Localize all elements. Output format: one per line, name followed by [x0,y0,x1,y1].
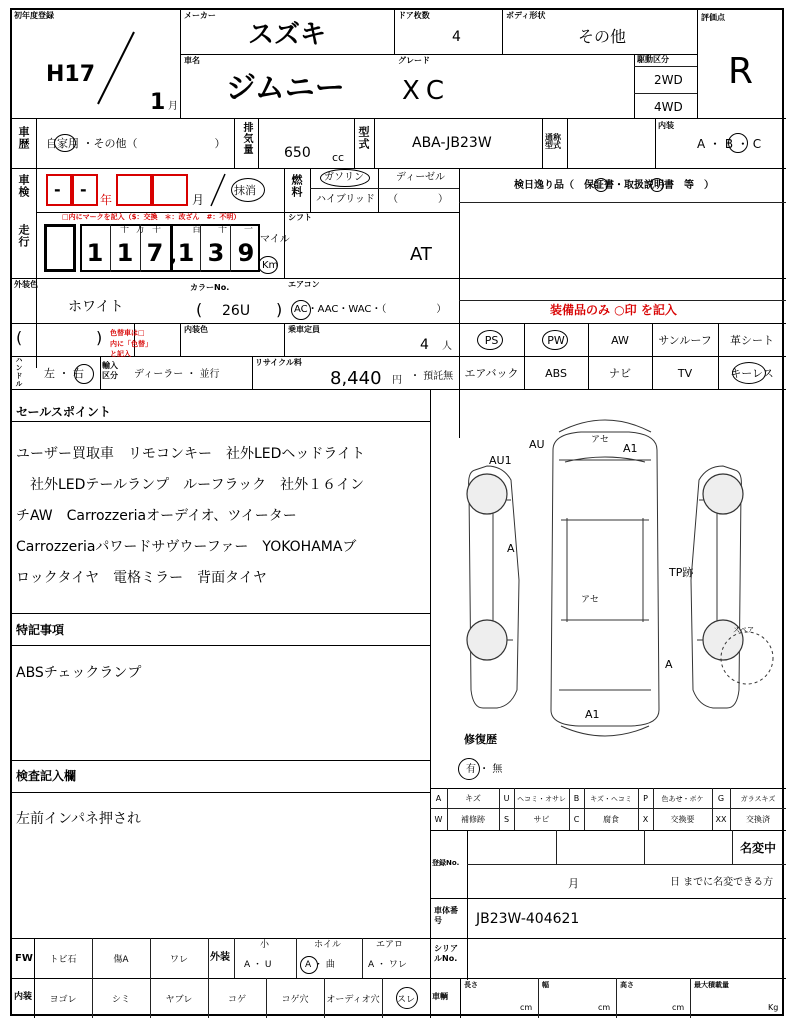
odo-place: 百 [192,225,202,235]
history-label: 車歴 [17,126,30,150]
interior-color-paren: ) [96,328,103,347]
disp-label: 排気量 [241,122,252,155]
exterior-color-value: ホワイト [68,299,124,315]
selected-circle [477,330,503,350]
drive-2wd: 2WD [654,73,683,87]
fuel-other: （ ） [388,194,448,205]
legend-desc: キズ・ヘコミ [590,794,632,803]
odo-place: 千 [152,225,162,235]
damage-mark: AU [529,438,545,451]
selected-circle [732,362,766,384]
interior-color-paren: ( [16,328,23,347]
docs-text: 検日逸り品（ 保証書・取扱説明書 等 ） [514,180,714,191]
int-item: ヨゴレ [49,995,77,1005]
damage-mark: A1 [585,708,600,721]
odo-place: 十 [120,225,130,235]
legend-desc: 色あせ・ボケ [661,794,704,803]
special-title: 特記事項 [16,623,65,637]
fw-item: 傷A [113,955,129,965]
model-value: ABA-JB23W [412,135,492,151]
doors-label: ドア枚数 [398,11,430,20]
fw-label: FW [15,953,33,964]
odo-digit: 1 [86,239,104,267]
meihen-label: 名変中 [740,841,777,855]
odo-digit: 3 [207,239,225,267]
equip-aw: AW [611,333,629,347]
color-code-paren: ( [196,300,203,319]
selected-circle [542,330,568,350]
selected-circle [728,133,748,153]
maker-value: スズキ [248,20,327,50]
equip-abs: ABS [545,366,567,380]
name-value: ジムニー [226,71,345,106]
slash-mark [207,172,229,208]
selected-circle [320,169,370,187]
legend-desc: ヘコミ・オサレ [517,794,566,803]
recycle-value: 8,440 [330,368,382,389]
recycle-note: ・ 預託無 [410,371,454,382]
score-label: 評価点 [701,13,725,22]
selected-circle [74,364,94,384]
km-label: Km [262,260,279,271]
damage-mark: アセ [581,595,599,605]
wheel-options: A ・ 曲 [305,960,335,970]
ac-label: エアコン [288,280,320,289]
era-year: H17 [46,62,96,87]
equip-airbag: エアバック [464,367,519,380]
year-unit: 年 [100,193,113,207]
int-item: オーディオ穴 [326,995,380,1005]
legend-code: U [503,794,510,803]
exterior-label: 外装 [210,952,230,963]
damage-mark: A [507,542,515,555]
regno-month: 月 [568,877,579,890]
size-unit: Kg [768,1003,779,1012]
damage-mark: アセ [591,435,609,445]
body-value: その他 [578,27,627,46]
drive-label: 駆動区分 [637,55,669,64]
equip-sunroof: サンルーフ [658,334,712,347]
odo-place: 十 [218,225,228,235]
equip-leather: 革シート [730,334,774,347]
interior-color-label: 内装色 [184,325,208,334]
exam-title: 検査記入欄 [16,769,77,783]
shift-label: シフト [288,213,312,222]
sales-text [16,442,428,597]
odo-place: 万 [136,225,146,235]
name-label: 車名 [184,56,200,65]
int-item: コゲ穴 [281,995,309,1005]
repair-history-options: 有 ・ 無 [466,764,503,775]
handle-options: 左 ・ 右 [44,367,84,380]
sales-line: ロックタイヤ 電格ミラー 背面タイヤ [16,570,267,586]
maker-label: メーカー [184,11,216,20]
exterior-color-label: 外装色 [14,280,38,289]
legend-code: XX [715,815,727,824]
import-label: 輸入区分 [102,361,118,381]
selected-circle [300,956,318,974]
selected-circle [231,178,265,202]
odo-place: 一 [244,225,254,235]
legend-code: X [642,815,649,824]
odo-digit: 1 [116,239,134,267]
recycle-unit: 円 [392,375,402,386]
odo-digit: 9 [237,239,255,267]
odo-mark-box [44,224,76,272]
equip-tv: TV [677,366,693,380]
legend-code: A [435,794,442,803]
repair-history-label: 修復歴 [464,733,497,746]
grade-label: グレード [398,56,430,65]
interior-row-label: 内装 [14,992,33,1002]
reg-no-label: 登録No. [432,859,460,867]
import-options: ディーラー ・ 並行 [134,369,220,380]
fuel-hybrid: ハイブリッド [316,194,375,205]
size-unit: cm [598,1003,611,1012]
fw-item: ワレ [169,955,188,965]
capacity-unit: 人 [442,341,452,352]
selected-circle [291,300,311,320]
int-item: ヤブレ [165,995,193,1005]
mile-label: マイル [260,234,290,245]
aero-label: エアロ [376,940,404,950]
size-field: 高さ [620,981,634,989]
auction-sheet [10,8,784,1016]
interior-options: A ・ B ・ C [697,137,762,151]
car-damage-diagram [431,390,786,788]
capacity-label: 乗車定員 [288,325,320,334]
legend-desc: サビ [533,815,550,824]
small-options: A ・ U [244,960,272,970]
vehicle-size-label: 車輌 [432,992,448,1001]
equip-ps: PS [484,333,499,347]
selected-circle [396,987,418,1009]
regno-day-note: 日 までに名変できる方 [670,877,774,888]
equip-pw: PW [547,333,565,347]
legend-code: G [717,794,725,803]
equipment-title: 装備品のみ ○印 を記入 [550,303,677,317]
size-unit: cm [672,1003,685,1012]
handle-label: ハンドル [15,356,23,388]
dash: - [80,180,87,199]
fuel-label: 燃料 [290,174,303,198]
insp-month-box [116,174,152,206]
sales-line: Carrozzeriaパワードサヴウーファー YOKOHAMAブ [16,539,357,555]
legend-desc: 交換要 [670,815,695,824]
selected-circle [458,758,480,780]
disp-unit: cc [332,151,345,164]
selected-circle [258,256,278,274]
score-value: R [728,51,754,92]
sales-line: 社外LEDテールランプ ルーフラック 社外１６イン [16,477,365,493]
month-unit: 月 [192,193,205,207]
sales-title: セールスポイント [16,405,111,419]
month-unit: 月 [168,101,178,112]
legend-code: S [503,815,510,824]
fw-item: トビ石 [49,955,77,965]
legend-code: W [434,815,443,824]
odo-comma: , [170,246,177,267]
insp-month-box [152,174,188,206]
sales-line: ユーザー買取車 リモコンキー 社外LEDヘッドライト [16,446,366,462]
reg-month: 1 [150,90,166,115]
interior-label: 内装 [658,121,674,130]
color-code-value: 26U [222,303,251,319]
legend-code: P [643,794,648,803]
inspection-label: 車検 [17,174,30,198]
equip-keyless: キーレス [730,367,774,380]
color-code-label: カラーNo. [190,283,230,292]
history-text: 自家用 ・その他（ ） [46,137,226,150]
special-text: ABSチェックランプ [16,665,142,681]
odo-digit: 1 [177,239,195,267]
recycle-label: リサイクル料 [255,358,302,367]
body-label: ボディ形状 [506,11,546,20]
drive-4wd: 4WD [654,100,683,114]
size-field: 幅 [542,981,549,989]
spare-label: スペア [733,626,754,634]
doors-value: 4 [452,29,461,45]
legend-desc: 交換済 [746,815,770,824]
damage-mark: A [665,658,673,671]
chassis-label: 車体番号 [434,906,458,926]
shift-value: AT [410,244,432,265]
color-code-paren: ) [276,300,283,319]
legend-desc: ガラスキズ [740,794,776,803]
damage-mark: AU1 [489,454,512,467]
selected-circle [594,178,608,192]
selected-circle [54,134,76,152]
common-model-label: 通称型式 [545,133,561,150]
fuel-gasoline: ガソリン [324,172,364,183]
legend-desc: 腐食 [603,815,619,824]
selected-circle [650,178,664,192]
damage-mark: A1 [623,442,638,455]
equip-navi: ナビ [609,367,631,380]
fuel-diesel: ディーゼル [396,172,445,183]
legend-code: C [573,815,580,824]
size-field: 最大積載量 [694,981,729,989]
capacity-value: 4 [420,337,429,353]
legend-desc: キズ [465,794,481,803]
wheel-label: ホイル [314,940,342,950]
model-label: 型式 [357,126,370,150]
int-item: スレ [396,995,415,1005]
sales-line: チAW Carrozzeriaオーデイオ、ツイーター [16,508,297,524]
grade-value: XC [402,76,453,106]
odo-digit: 7 [146,239,164,267]
damage-mark: TP跡 [669,566,694,579]
chassis-value: JB23W-404621 [476,911,580,927]
slash-mark [92,28,138,108]
serial-label: シリアルNo. [434,944,458,964]
odo-label: 走行 [17,224,30,248]
dash: - [54,180,61,199]
size-unit: cm [520,1003,533,1012]
odo-note: □内にマークを記入（$：交換 ＊：改ざん #：不明） [62,213,241,221]
small-label: 小 [260,940,270,950]
massho-text: 抹消 [234,184,256,197]
ac-options: AC・AAC・WAC・（ ） [294,304,447,315]
legend-desc: 補修跡 [461,815,485,824]
aero-options: A ・ ワレ [368,960,407,970]
first-reg-label: 初年度登録 [14,11,54,20]
size-field: 長さ [464,981,478,989]
exam-text: 左前インパネ押され [16,811,142,827]
color-change-note: 色替車は□内に「色替」と記入 [110,329,149,358]
int-item: コゲ [227,995,246,1005]
int-item: シミ [111,995,130,1005]
disp-value: 650 [284,145,311,161]
legend-code: B [573,794,580,803]
